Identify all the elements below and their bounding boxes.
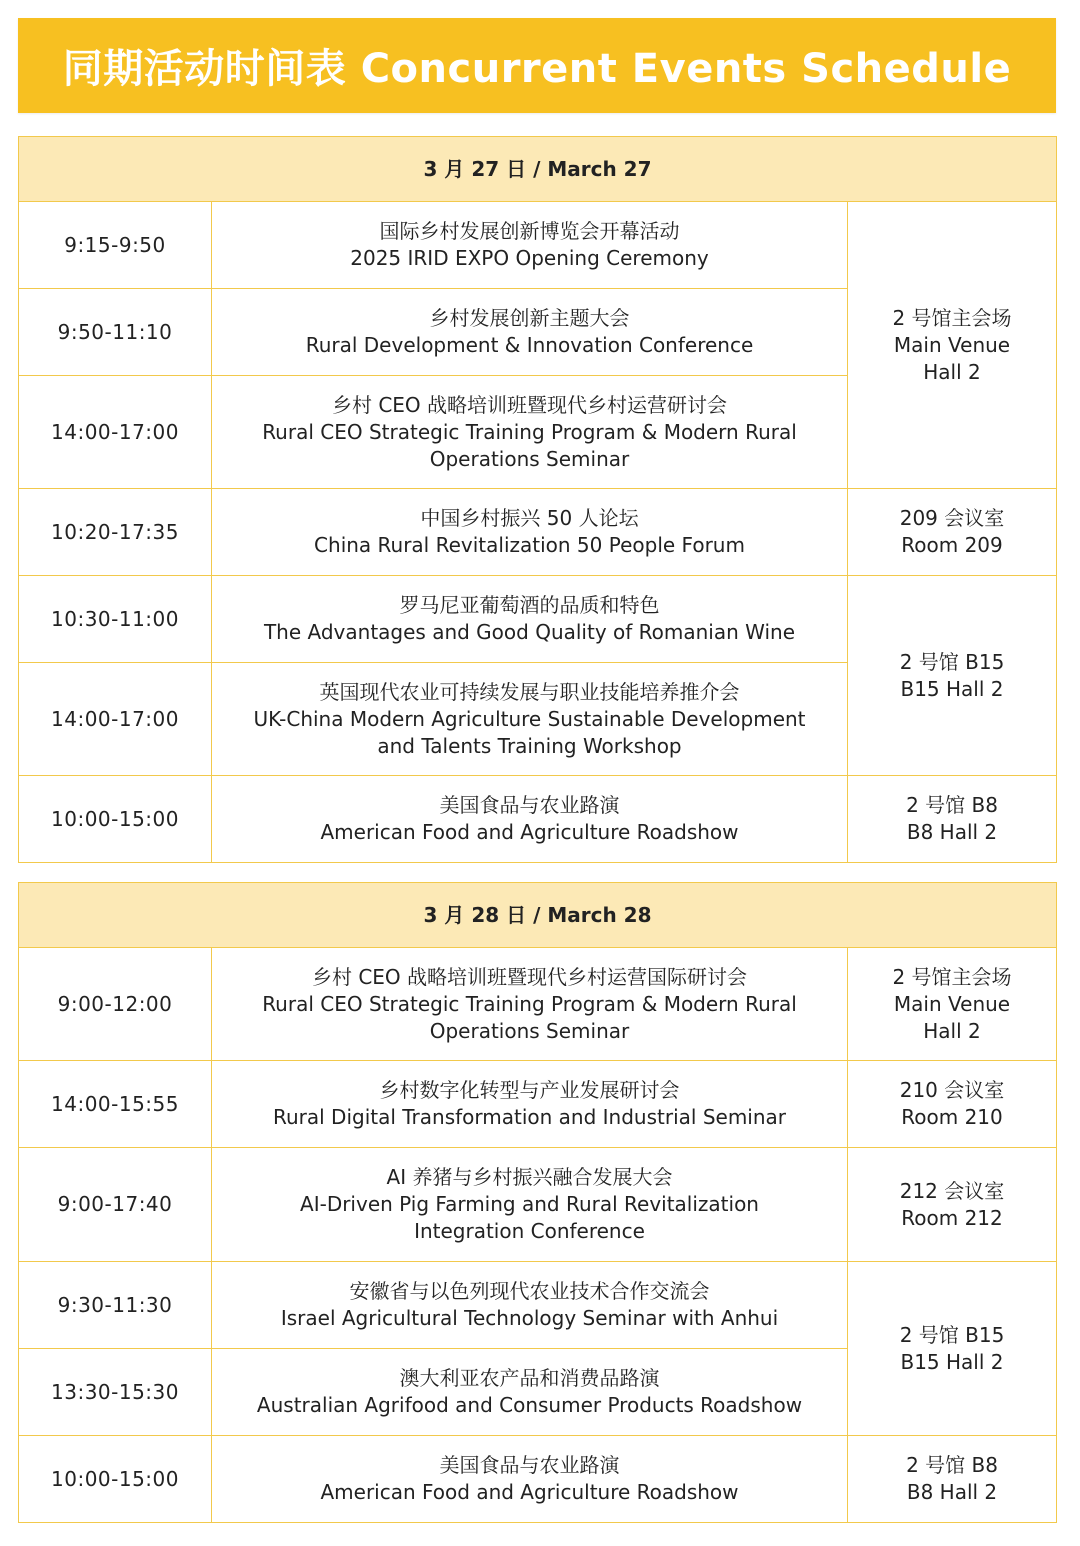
day-heading: 3 月 28 日 / March 28: [19, 883, 1057, 948]
table-row: [19, 202, 1057, 289]
event-title: [212, 1061, 848, 1148]
event-title-en: Australian Agrifood and Consumer Products Roadshow: [256, 1393, 803, 1417]
event-title: [212, 1436, 848, 1523]
event-title: [212, 948, 848, 1061]
event-title: [212, 576, 848, 663]
venue-cn: 2 号馆 B15: [899, 649, 1005, 674]
title-banner: [18, 18, 1056, 113]
event-title-cn: 乡村 CEO 战略培训班暨现代乡村运营研讨会: [331, 392, 728, 417]
venue-cn: 2 号馆主会场: [892, 964, 1012, 989]
event-title-en: Rural CEO Strategic Training Program & Modern Rural: [262, 991, 797, 1016]
event-title-cn: 乡村 CEO 战略培训班暨现代乡村运营国际研讨会: [311, 964, 748, 989]
event-title: [212, 1349, 848, 1436]
venue-cn: 209 会议室: [899, 506, 1005, 530]
event-time: 9:00-17:40: [19, 1148, 212, 1262]
table-row: [19, 948, 1057, 1061]
event-time: 9:30-11:30: [19, 1262, 212, 1349]
table-row: [19, 1061, 1057, 1148]
event-title-cn: 澳大利亚农产品和消费品路演: [399, 1366, 660, 1390]
venue-en: Hall 2: [923, 359, 981, 384]
schedule-table-march-28: [18, 882, 1057, 1523]
event-title: [212, 202, 848, 289]
event-title-en: Rural Digital Transformation and Industrial Seminar: [272, 1105, 787, 1129]
event-title-en: Operations Seminar: [429, 1018, 630, 1043]
venue-en: Room 210: [901, 1105, 1003, 1129]
event-title-en: The Advantages and Good Quality of Romanian Wine: [263, 620, 796, 644]
schedule-table-march-27: [18, 136, 1057, 863]
event-title: [212, 1262, 848, 1349]
event-time: 9:50-11:10: [19, 289, 212, 376]
event-time: 9:00-12:00: [19, 948, 212, 1061]
event-title-cn: 罗马尼亚葡萄酒的品质和特色: [399, 593, 660, 617]
event-title-en: Israel Agricultural Technology Seminar with Anhui: [280, 1306, 779, 1330]
event-venue: [848, 1148, 1057, 1262]
table-row: [19, 1262, 1057, 1349]
event-title-en: Integration Conference: [414, 1219, 645, 1243]
event-venue: [848, 948, 1057, 1061]
event-time: 9:15-9:50: [19, 202, 212, 289]
event-time: 14:00-17:00: [19, 663, 212, 776]
event-time: 14:00-17:00: [19, 376, 212, 489]
event-title-cn: 英国现代农业可持续发展与职业技能培养推介会: [319, 679, 740, 704]
table-row: [19, 1436, 1057, 1523]
event-time: 10:30-11:00: [19, 576, 212, 663]
venue-en: B15 Hall 2: [900, 1349, 1004, 1374]
event-title-cn: 美国食品与农业路演: [439, 1453, 620, 1477]
event-title-en: American Food and Agriculture Roadshow: [320, 820, 739, 844]
venue-cn: 2 号馆主会场: [892, 305, 1012, 330]
page-title: 同期活动时间表 Concurrent Events Schedule: [62, 46, 1012, 92]
event-time: 14:00-15:55: [19, 1061, 212, 1148]
event-venue: [848, 202, 1057, 489]
venue-cn: 2 号馆 B15: [899, 1322, 1005, 1347]
event-title: [212, 489, 848, 576]
event-title-en: Rural Development & Innovation Conference: [305, 333, 754, 357]
venue-cn: 2 号馆 B8: [906, 793, 998, 817]
venue-en: Hall 2: [923, 1018, 981, 1043]
venue-en: B8 Hall 2: [906, 820, 998, 844]
event-title: [212, 776, 848, 863]
event-title: [212, 663, 848, 776]
event-title: [212, 1148, 848, 1262]
event-venue: [848, 576, 1057, 776]
event-title-en: Rural CEO Strategic Training Program & Modern Rural: [262, 419, 797, 444]
table-row: [19, 1148, 1057, 1262]
event-title-en: UK-China Modern Agriculture Sustainable Development: [253, 706, 806, 731]
venue-cn: 2 号馆 B8: [906, 1453, 998, 1477]
event-title-cn: AI 养猪与乡村振兴融合发展大会: [386, 1165, 673, 1189]
event-venue: [848, 489, 1057, 576]
venue-en: B8 Hall 2: [906, 1480, 998, 1504]
event-title-cn: 乡村数字化转型与产业发展研讨会: [379, 1078, 680, 1102]
event-venue: [848, 1262, 1057, 1436]
event-title-cn: 乡村发展创新主题大会: [429, 306, 630, 330]
event-title-en: China Rural Revitalization 50 People Forum: [314, 533, 745, 557]
event-venue: [848, 1436, 1057, 1523]
day-heading: 3 月 27 日 / March 27: [19, 137, 1057, 202]
event-title: [212, 376, 848, 489]
event-venue: [848, 776, 1057, 863]
venue-en: Main Venue: [893, 332, 1011, 357]
event-title-en: 2025 IRID EXPO Opening Ceremony: [350, 246, 709, 270]
event-title-cn: 安徽省与以色列现代农业技术合作交流会: [349, 1279, 710, 1303]
event-title-cn: 中国乡村振兴 50 人论坛: [420, 506, 639, 530]
day-header-row: [19, 883, 1057, 948]
table-row: [19, 489, 1057, 576]
event-title-en: Operations Seminar: [429, 446, 630, 471]
event-time: 10:00-15:00: [19, 1436, 212, 1523]
table-row: [19, 776, 1057, 863]
day-header-row: [19, 137, 1057, 202]
event-time: 10:00-15:00: [19, 776, 212, 863]
venue-en: B15 Hall 2: [900, 676, 1004, 701]
venue-en: Room 212: [901, 1205, 1003, 1230]
event-venue: [848, 1061, 1057, 1148]
event-time: 13:30-15:30: [19, 1349, 212, 1436]
table-row: [19, 576, 1057, 663]
venue-cn: 210 会议室: [899, 1078, 1005, 1102]
venue-en: Main Venue: [893, 991, 1011, 1016]
event-time: 10:20-17:35: [19, 489, 212, 576]
event-title-en: AI-Driven Pig Farming and Rural Revitalization: [300, 1192, 759, 1216]
event-title-cn: 美国食品与农业路演: [439, 793, 620, 817]
event-title-en: and Talents Training Workshop: [377, 733, 682, 758]
venue-cn: 212 会议室: [899, 1178, 1005, 1203]
event-title-en: American Food and Agriculture Roadshow: [320, 1480, 739, 1504]
venue-en: Room 209: [901, 533, 1003, 557]
event-title: [212, 289, 848, 376]
event-title-cn: 国际乡村发展创新博览会开幕活动: [379, 219, 680, 243]
